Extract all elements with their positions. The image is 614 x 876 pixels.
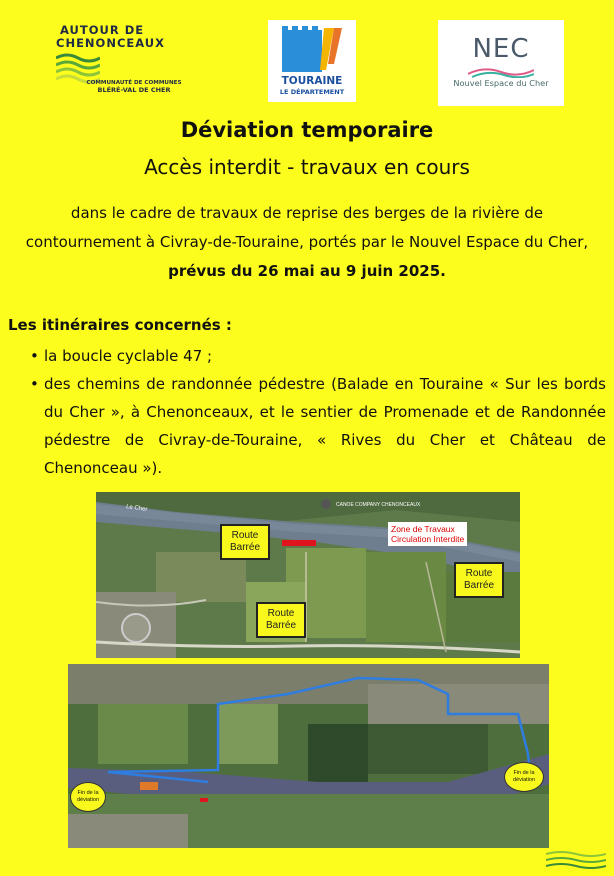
nec-logo-name: Nouvel Espace du Cher (453, 78, 549, 88)
routes-heading: Les itinéraires concernés : (8, 316, 232, 334)
intro-line-2: contournement à Civray-de-Touraine, portés par le Nouvel Espace du Cher, (25, 233, 589, 251)
list-item: • des chemins de randonnée pédestre (Balade en Touraine « Sur les bords du Cher », à Chenonceaux, et le sentier de Promenade et de Randonnée pédestre de Civray-de-Touraine, « Rives du Cher et Château de Chenonceau »). (30, 370, 606, 482)
touraine-logo-sub: LE DÉPARTEMENT (279, 88, 345, 96)
map-works-zone (96, 492, 520, 658)
road-closed-line2: Barrée (265, 620, 296, 631)
autour-logo-sub1: COMMUNAUTÉ DE COMMUNES (86, 80, 182, 86)
nec-logo (438, 20, 564, 106)
autour-logo-line1: AUTOUR DE (60, 23, 145, 37)
nec-wave-icon (468, 66, 534, 78)
autour-logo-sub2: BLÉRÉ-VAL DE CHER (97, 86, 171, 94)
works-zone-marker (282, 540, 316, 546)
list-item: • la boucle cyclable 47 ; (30, 342, 606, 370)
detour-end-line2: déviation (512, 777, 536, 783)
road-closed-line2: Barrée (463, 580, 494, 591)
road-closed-line2: Barrée (229, 542, 260, 553)
river-label: Le Cher (125, 504, 148, 513)
autour-logo-sub (84, 80, 184, 94)
road-closed-label (454, 562, 504, 598)
works-zone-label (388, 522, 467, 546)
page-subtitle: Accès interdit - travaux en cours (144, 155, 470, 179)
road-closed-label (220, 524, 270, 560)
poi-label: CANOE COMPANY CHENONCEAUX (336, 502, 421, 508)
satellite-map-2 (68, 664, 549, 848)
touraine-logo-name: TOURAINE (281, 75, 343, 87)
autour-logo-line2: CHENONCEAUX (56, 36, 165, 50)
road-closed-line1: Route (231, 530, 259, 541)
routes-list (30, 342, 606, 482)
detour-end-left (70, 782, 106, 812)
detour-end-line1: Fin de la (513, 770, 535, 776)
intro-paragraph (0, 199, 614, 286)
detour-end-right (504, 762, 544, 792)
intro-dates: prévus du 26 mai au 9 juin 2025. (168, 262, 446, 280)
touraine-logo (268, 20, 356, 102)
road-closed-label (256, 602, 306, 638)
intro-line-1: dans le cadre de travaux de reprise des berges de la rivière de (70, 204, 544, 222)
road-closed-line1: Route (465, 568, 493, 579)
footer-wave-icon (546, 850, 606, 870)
road-closed-line1: Route (267, 608, 295, 619)
detour-end-line1: Fin de la (77, 790, 99, 796)
tower-icon (268, 20, 356, 76)
map-detour-route (68, 664, 549, 848)
nec-logo-acronym: NEC (472, 34, 530, 64)
works-zone-line2: Circulation Interdite (391, 534, 465, 544)
logo-bar (0, 20, 614, 110)
autour-de-chenonceaux-logo (56, 24, 186, 100)
detour-end-line2: déviation (76, 797, 100, 803)
page-title: Déviation temporaire (180, 118, 434, 142)
works-zone-line1: Zone de Travaux (391, 524, 455, 534)
